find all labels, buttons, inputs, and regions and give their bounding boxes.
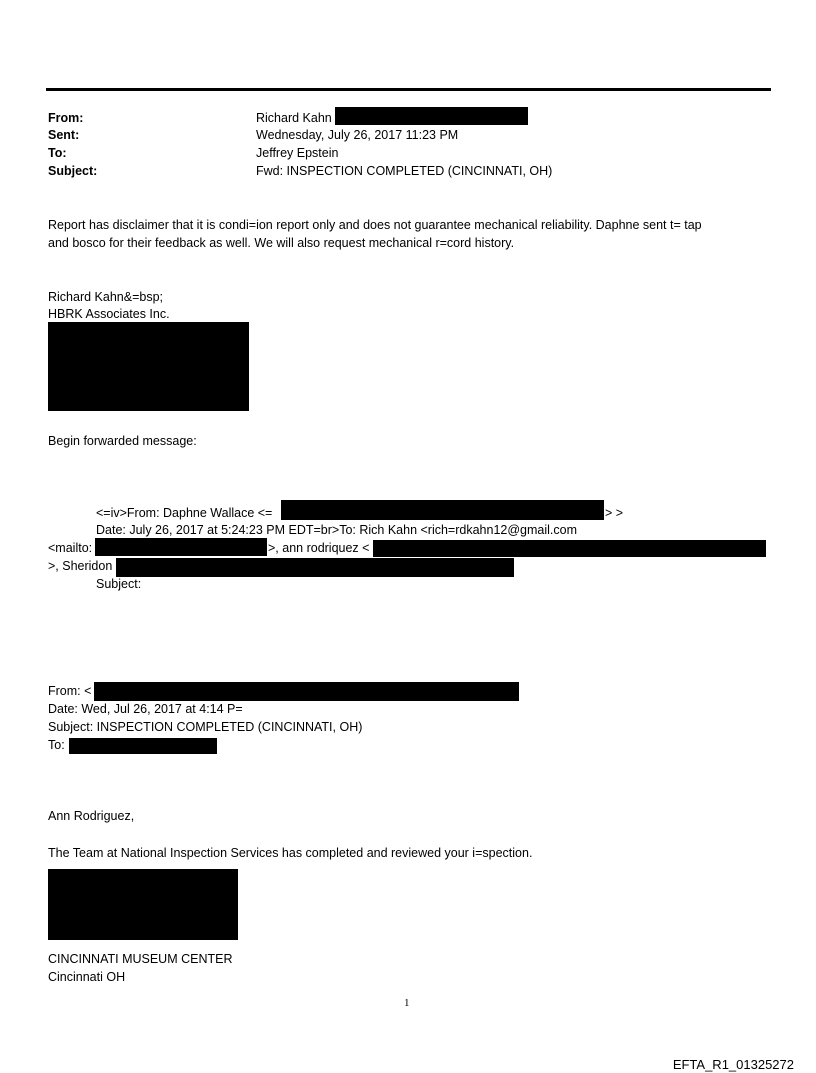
inspection-message: The Team at National Inspection Services has completed and reviewed your i=spection. — [48, 846, 533, 860]
fwd-sheridon-line: >, Sheridon — [48, 559, 113, 573]
location-city: Cincinnati OH — [48, 970, 126, 984]
fwd-cc-line: >, ann rodriquez < — [268, 541, 370, 555]
fwd-mailto-line: <mailto: — [48, 541, 93, 555]
location-name: CINCINNATI MUSEUM CENTER — [48, 952, 233, 966]
redaction-box — [94, 682, 519, 701]
sent-label: Sent: — [48, 128, 80, 142]
redaction-box — [69, 738, 217, 754]
redaction-box — [335, 107, 528, 125]
redaction-box — [373, 540, 766, 557]
redaction-box — [281, 500, 604, 520]
redaction-box — [48, 869, 238, 940]
from-value: Richard Kahn — [256, 111, 332, 125]
page-number: 1 — [404, 997, 410, 1009]
inner-subject: Subject: INSPECTION COMPLETED (CINCINNATI, OH) — [48, 720, 363, 734]
to-label: To: — [48, 146, 67, 160]
fwd-from-line: <=iv>From: Daphne Wallace <= — [96, 506, 273, 520]
inner-from: From: < — [48, 684, 92, 698]
fwd-date-to-line: Date: July 26, 2017 at 5:24:23 PM EDT=br>To: Rich Kahn <rich=rdkahn12@gmail.com — [96, 523, 577, 537]
signature-name: Richard Kahn&=bsp; — [48, 290, 164, 304]
redaction-box — [116, 558, 514, 577]
body-paragraph-line1: Report has disclaimer that it is condi=ion report only and does not guarantee mechanical reliability. Daphne sent t= tap — [48, 218, 702, 232]
subject-value: Fwd: INSPECTION COMPLETED (CINCINNATI, OH) — [256, 164, 553, 178]
fwd-subject-line: Subject: — [96, 577, 142, 591]
redaction-box — [95, 538, 267, 556]
body-paragraph-line2: and bosco for their feedback as well. We will also request mechanical r=cord history. — [48, 236, 515, 250]
redaction-box — [48, 322, 249, 411]
to-value: Jeffrey Epstein — [256, 146, 339, 160]
begin-forwarded: Begin forwarded message: — [48, 434, 197, 448]
fwd-from-line-end: > > — [605, 506, 624, 520]
greeting: Ann Rodriguez, — [48, 809, 135, 823]
signature-company: HBRK Associates Inc. — [48, 307, 170, 321]
inner-to: To: — [48, 738, 65, 752]
document-id: EFTA_R1_01325272 — [672, 1057, 794, 1072]
subject-label: Subject: — [48, 164, 98, 178]
header-rule — [46, 88, 771, 91]
inner-date: Date: Wed, Jul 26, 2017 at 4:14 P= — [48, 702, 243, 716]
from-label: From: — [48, 111, 84, 125]
sent-value: Wednesday, July 26, 2017 11:23 PM — [256, 128, 459, 142]
